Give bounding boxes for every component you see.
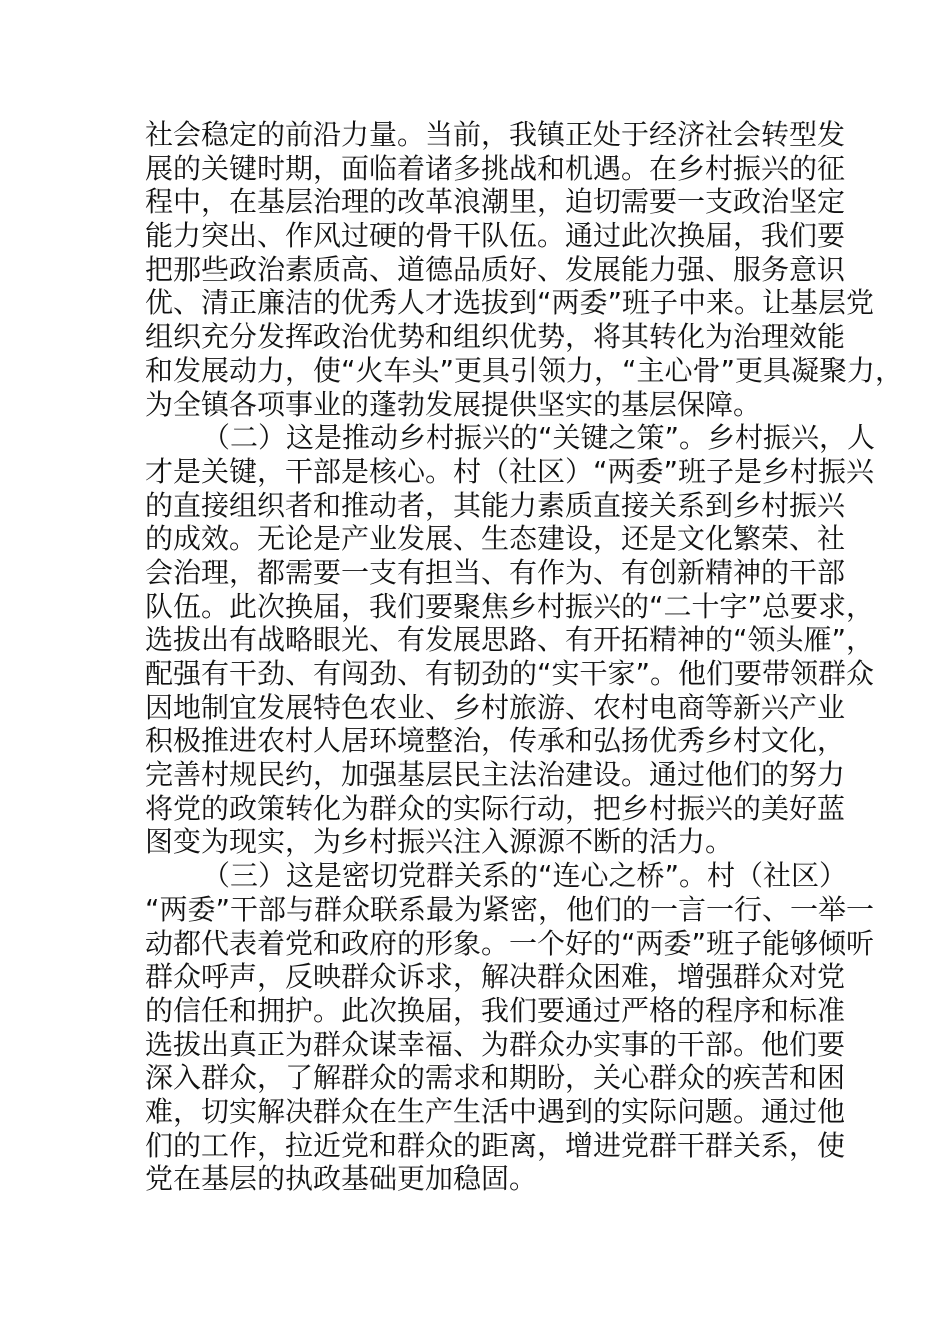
- text-line: 组织充分发挥政治优势和组织优势，将其转化为治理效能: [145, 320, 846, 354]
- paragraph: [145, 421, 876, 859]
- text-line: 群众呼声，反映群众诉求，解决群众困难，增强群众对党: [145, 960, 846, 994]
- text-line: 动都代表着党和政府的形象。一个好的“两委”班子能够倾听: [145, 926, 875, 960]
- text-line: 把那些政治素质高、道德品质好、发展能力强、服务意识: [145, 252, 846, 286]
- paragraph: [145, 118, 904, 421]
- text-line: 将党的政策转化为群众的实际行动，把乡村振兴的美好蓝: [145, 791, 846, 825]
- text-line: 难，切实解决群众在生产生活中遇到的实际问题。通过他: [145, 1094, 846, 1128]
- paragraph: [145, 859, 875, 1196]
- text-line: 的直接组织者和推动者，其能力素质直接关系到乡村振兴: [145, 488, 846, 522]
- text-line: 图变为现实，为乡村振兴注入源源不断的活力。: [145, 825, 734, 859]
- text-line: 队伍。此次换届，我们要聚焦乡村振兴的“二十字”总要求，: [145, 589, 875, 623]
- text-line: 优、清正廉洁的优秀人才选拔到“两委”班子中来。让基层党: [145, 286, 875, 320]
- text-line: 们的工作，拉近党和群众的距离，增进党群干群关系，使: [145, 1128, 846, 1162]
- text-line: （二）这是推动乡村振兴的“关键之策”。乡村振兴，人: [202, 421, 876, 455]
- text-line: 配强有干劲、有闯劲、有韧劲的“实干家”。他们要带领群众: [145, 657, 875, 690]
- text-line: 积极推进农村人居环境整治，传承和弘扬优秀乡村文化，: [145, 724, 846, 758]
- text-line: （三）这是密切党群关系的“连心之桥”。村（社区）: [202, 859, 848, 893]
- text-line: 选拔出有战略眼光、有发展思路、有开拓精神的“领头雁”，: [145, 623, 875, 657]
- text-line: 会治理，都需要一支有担当、有作为、有创新精神的干部: [145, 555, 846, 589]
- text-line: 完善村规民约，加强基层民主法治建设。通过他们的努力: [145, 758, 846, 792]
- text-line: 才是关键，干部是核心。村（社区）“两委”班子是乡村振兴: [145, 454, 875, 488]
- text-line: 的成效。无论是产业发展、生态建设，还是文化繁荣、社: [145, 522, 846, 556]
- document-page: [145, 118, 904, 1196]
- text-line: 因地制宜发展特色农业、乡村旅游、农村电商等新兴产业: [145, 690, 846, 724]
- text-line: “两委”干部与群众联系最为紧密，他们的一言一行、一举一: [145, 892, 875, 926]
- text-line: 程中，在基层治理的改革浪潮里，迫切需要一支政治坚定: [145, 185, 846, 219]
- text-line: 的信任和拥护。此次换届，我们要通过严格的程序和标准: [145, 993, 846, 1027]
- text-line: 为全镇各项事业的蓬勃发展提供坚实的基层保障。: [145, 387, 762, 421]
- text-line: 社会稳定的前沿力量。当前，我镇正处于经济社会转型发: [145, 118, 846, 151]
- text-line: 深入群众，了解群众的需求和期盼，关心群众的疾苦和困: [145, 1061, 846, 1095]
- text-line: 展的关键时期，面临着诸多挑战和机遇。在乡村振兴的征: [145, 151, 846, 185]
- text-line: 和发展动力，使“火车头”更具引领力，“主心骨”更具凝聚力，: [145, 353, 904, 387]
- text-line: 选拔出真正为群众谋幸福、为群众办实事的干部。他们要: [145, 1027, 846, 1061]
- text-line: 党在基层的执政基础更加稳固。: [145, 1162, 538, 1196]
- text-line: 能力突出、作风过硬的骨干队伍。通过此次换届，我们要: [145, 219, 846, 253]
